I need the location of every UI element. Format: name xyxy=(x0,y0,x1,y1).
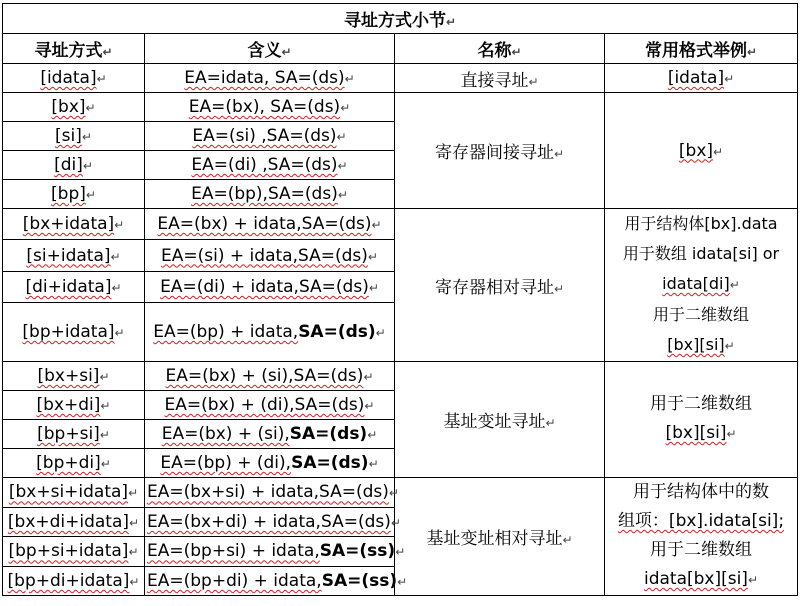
meaning-cell: EA=(bp) + (di),SA=(ds)↵ xyxy=(145,449,395,478)
table-row xyxy=(3,93,798,122)
example-cell: [bx]↵ xyxy=(605,93,798,209)
mode-cell: [bp+si+idata]↵ xyxy=(3,537,145,567)
meaning-cell: EA=(bx) + idata,SA=(ds)↵ xyxy=(145,209,395,240)
name-cell: 基址变址寻址↵ xyxy=(395,362,605,478)
mode-cell: [bx+di]↵ xyxy=(3,391,145,420)
meaning-cell: EA=(si) + idata,SA=(ds)↵ xyxy=(145,240,395,271)
example-line: [bx][si]↵ xyxy=(665,423,737,443)
meaning-cell: EA=(bx), SA=(ds)↵ xyxy=(145,93,395,122)
mode-cell: [bp]↵ xyxy=(3,180,145,209)
mode-cell: [bp+idata]↵ xyxy=(3,303,145,362)
example-line: 用于结构体中的数 xyxy=(633,482,769,502)
mode-cell: [bp+di+idata]↵ xyxy=(3,566,145,596)
addressing-summary-table xyxy=(2,3,798,596)
example-cell: [idata]↵ xyxy=(605,64,798,93)
meaning-cell: EA=(bp) + idata,SA=(ds)↵ xyxy=(145,303,395,362)
meaning-cell: EA=(bx) + (si),SA=(ds)↵ xyxy=(145,420,395,449)
meaning-cell: EA=(bx+si) + idata,SA=(ds)↵ xyxy=(145,478,395,508)
meaning-cell: EA=(bx) + (di),SA=(ds)↵ xyxy=(145,391,395,420)
name-cell: 寄存器相对寻址↵ xyxy=(395,209,605,362)
table-title: 寻址方式小节↵ xyxy=(3,4,798,34)
mode-cell: [bp+di]↵ xyxy=(3,449,145,478)
mode-cell: [di+idata]↵ xyxy=(3,271,145,302)
meaning-cell: EA=(bx+di) + idata,SA=(ds)↵ xyxy=(145,507,395,537)
meaning-cell: EA=idata, SA=(ds)↵ xyxy=(145,64,395,93)
mode-cell: [bx+idata]↵ xyxy=(3,209,145,240)
meaning-cell: EA=(bp+si) + idata,SA=(ss)↵ xyxy=(145,537,395,567)
meaning-cell: EA=(di) + idata,SA=(ds)↵ xyxy=(145,271,395,302)
example-line: idata[bx][si]↵ xyxy=(643,569,759,589)
meaning-cell: EA=(bp),SA=(ds)↵ xyxy=(145,180,395,209)
example-line: 用于结构体[bx].data xyxy=(624,214,778,233)
example-cell xyxy=(605,209,798,362)
mode-cell: [di]↵ xyxy=(3,151,145,180)
example-line: 用于二维数组 xyxy=(652,305,749,324)
table-row xyxy=(3,362,798,391)
example-line: idata[di]↵ xyxy=(662,274,740,293)
table-row xyxy=(3,478,798,508)
header-example: 常用格式举例↵ xyxy=(605,34,798,64)
table-row xyxy=(3,64,798,93)
mode-cell: [si+idata]↵ xyxy=(3,240,145,271)
mode-cell: [bp+si]↵ xyxy=(3,420,145,449)
example-line: 组项：[bx].idata[si]; xyxy=(617,511,785,531)
meaning-cell: EA=(bp+di) + idata,SA=(ss)↵ xyxy=(145,566,395,596)
mode-cell: [bx]↵ xyxy=(3,93,145,122)
example-cell xyxy=(605,478,798,596)
mode-cell: [idata]↵ xyxy=(3,64,145,93)
title-row xyxy=(3,4,798,34)
header-meaning: 含义↵ xyxy=(145,34,395,64)
header-name: 名称↵ xyxy=(395,34,605,64)
example-line: 用于二维数组 xyxy=(650,540,752,560)
name-cell: 直接寻址↵ xyxy=(395,64,605,93)
header-row xyxy=(3,34,798,64)
mode-cell: [bx+si]↵ xyxy=(3,362,145,391)
name-cell: 基址变址相对寻址↵ xyxy=(395,478,605,596)
example-line: [bx][si]↵ xyxy=(667,335,735,354)
example-line: 用于二维数组 xyxy=(650,394,752,414)
mode-cell: [si]↵ xyxy=(3,122,145,151)
name-cell: 寄存器间接寻址↵ xyxy=(395,93,605,209)
meaning-cell: EA=(si) ,SA=(ds)↵ xyxy=(145,122,395,151)
mode-cell: [bx+di+idata]↵ xyxy=(3,507,145,537)
mode-cell: [bx+si+idata]↵ xyxy=(3,478,145,508)
meaning-cell: EA=(di) ,SA=(ds)↵ xyxy=(145,151,395,180)
table-row xyxy=(3,209,798,240)
example-cell xyxy=(605,362,798,478)
meaning-cell: EA=(bx) + (si),SA=(ds)↵ xyxy=(145,362,395,391)
header-mode: 寻址方式↵ xyxy=(3,34,145,64)
example-line: 用于数组 idata[si] or xyxy=(622,244,780,263)
